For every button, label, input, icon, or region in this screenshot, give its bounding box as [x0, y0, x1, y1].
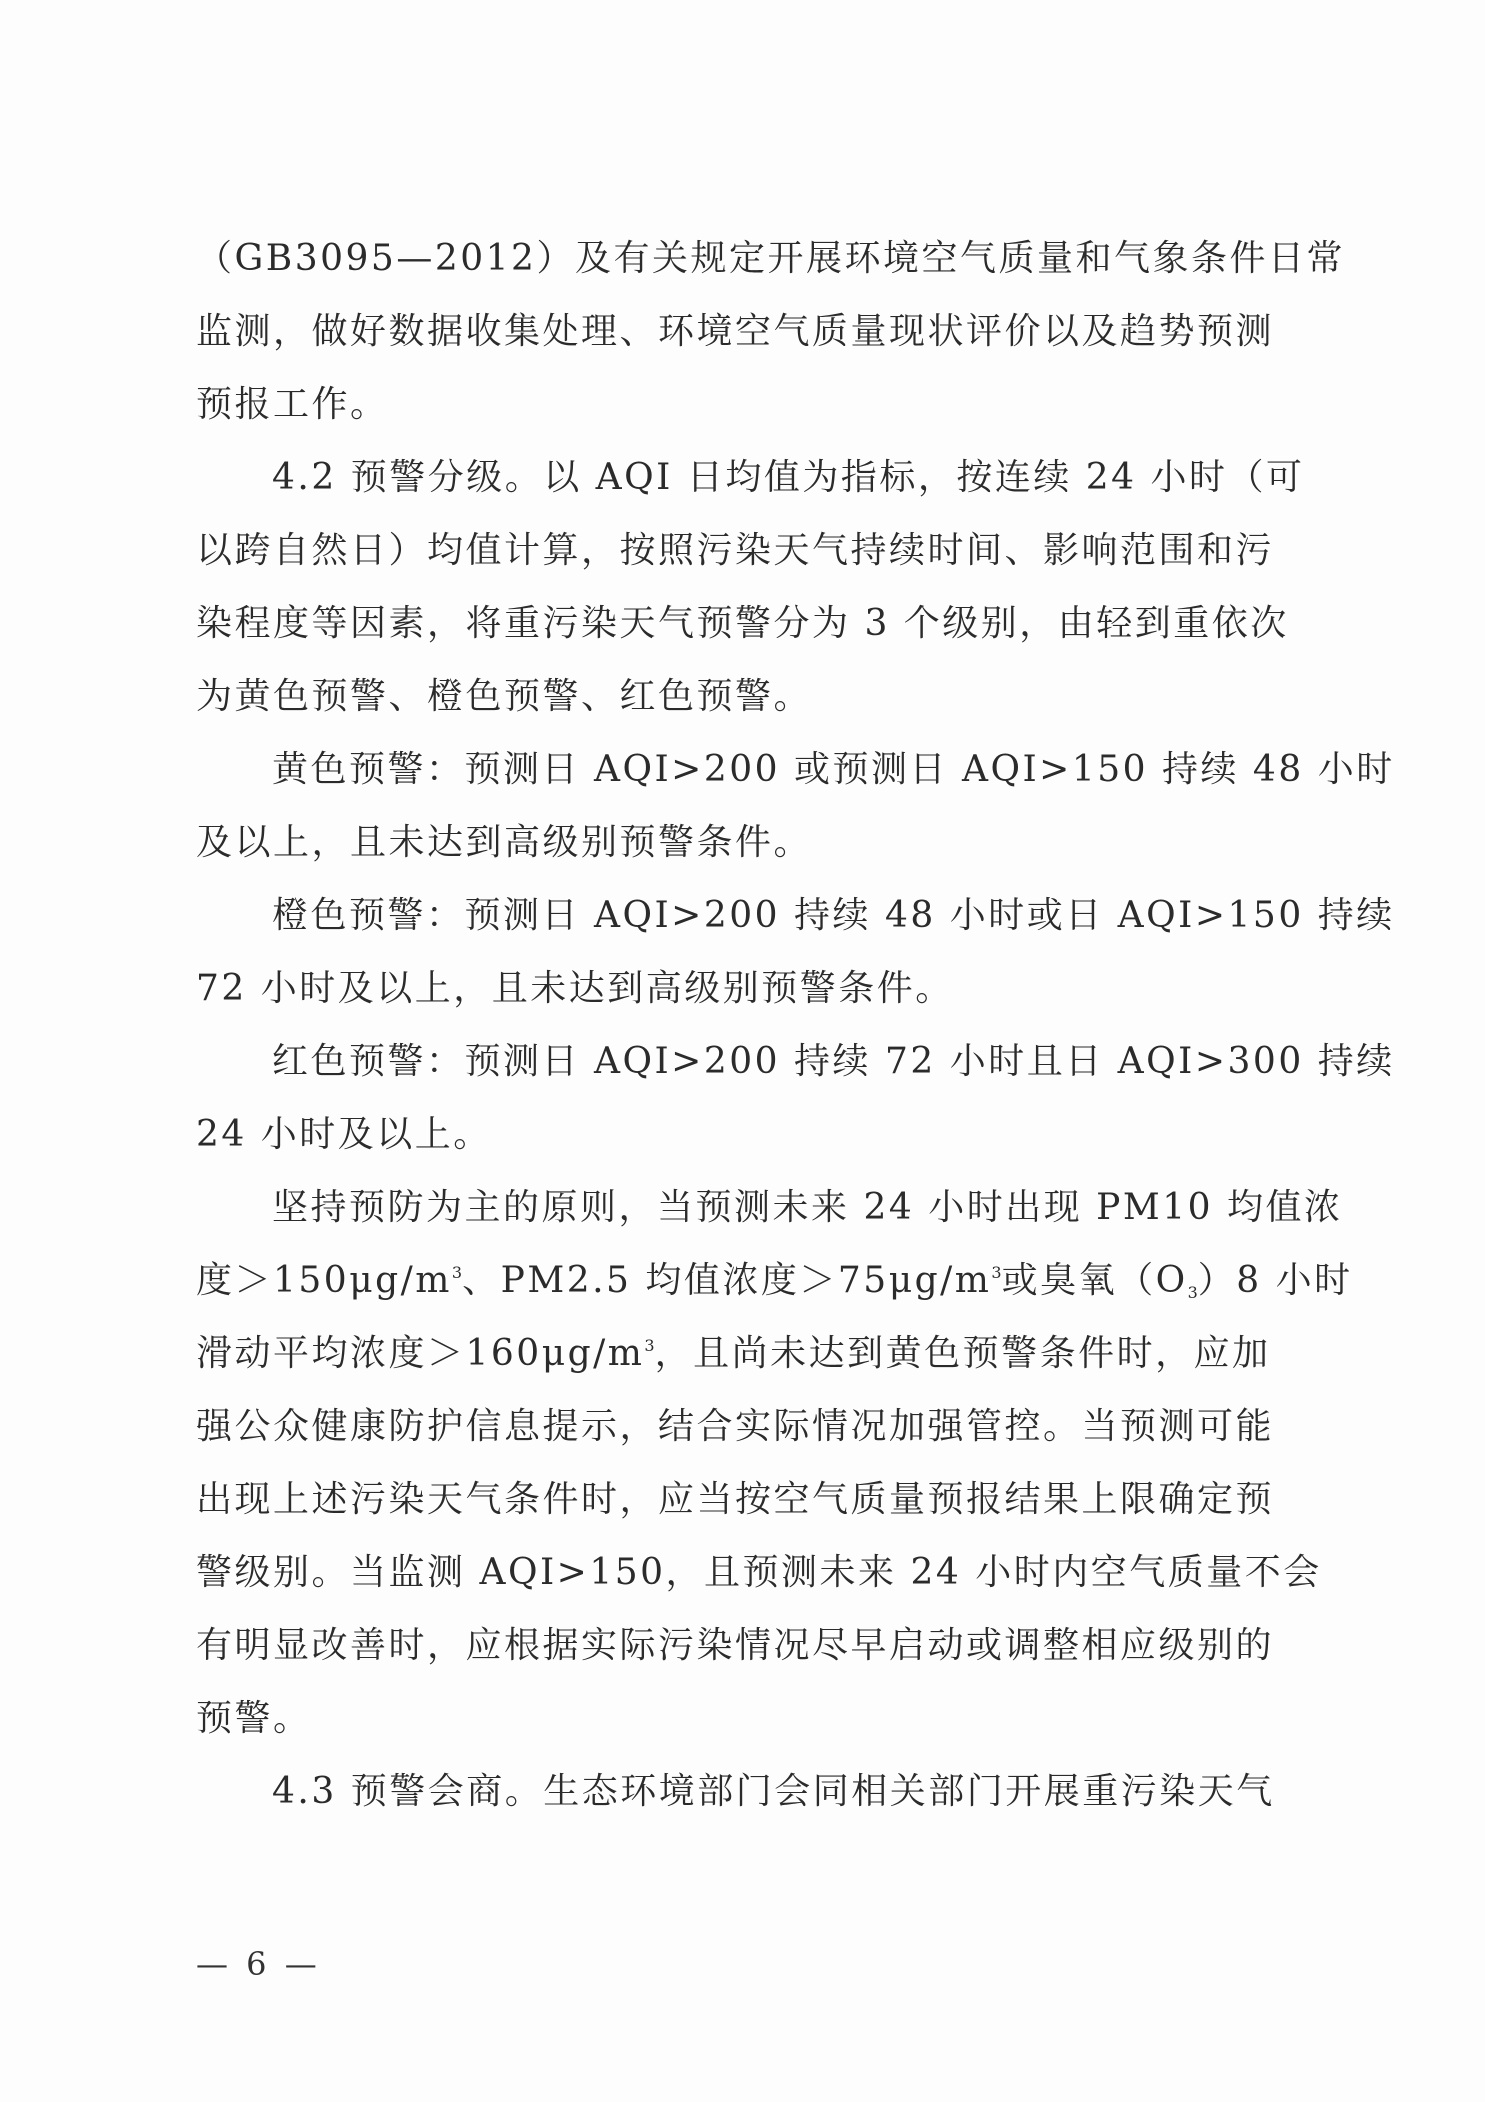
text-line: 72 小时及以上，且未达到高级别预警条件。	[196, 968, 954, 1009]
paragraph-standard-monitoring	[196, 222, 1345, 441]
text-line: 24 小时及以上。	[196, 1114, 492, 1155]
text-segment: ，且尚未达到黄色预警条件时，应加	[654, 1333, 1271, 1374]
text-line: 坚持预防为主的原则，当预测未来 24 小时出现 PM10 均值浓	[272, 1187, 1343, 1228]
text-line: 预报工作。	[196, 384, 389, 425]
paragraph-prevention-principle	[196, 1171, 1353, 1755]
text-line: 监测，做好数据收集处理、环境空气质量现状评价以及趋势预测	[196, 311, 1275, 352]
text-line: 4.3 预警会商。生态环境部门会同相关部门开展重污染天气	[272, 1771, 1275, 1812]
superscript: 3	[991, 1263, 1002, 1282]
text-line: 有明显改善时，应根据实际污染情况尽早启动或调整相应级别的	[196, 1625, 1275, 1666]
text-line: 为黄色预警、橙色预警、红色预警。	[196, 676, 813, 717]
paragraph-orange-warning	[196, 879, 1395, 1025]
text-segment: 滑动平均浓度＞160μg/m	[196, 1333, 645, 1374]
text-segment: 、PM2.5 均值浓度＞75μg/m	[462, 1260, 992, 1301]
superscript: 3	[451, 1263, 463, 1282]
superscript: 3	[644, 1336, 655, 1355]
text-line: 及以上，且未达到高级别预警条件。	[196, 822, 813, 863]
text-segment: 或臭氧（O	[1001, 1260, 1188, 1301]
text-line: 出现上述污染天气条件时，应当按空气质量预报结果上限确定预	[196, 1479, 1275, 1520]
text-line	[196, 1244, 1353, 1317]
text-line: 警级别。当监测 AQI>150，且预测未来 24 小时内空气质量不会	[196, 1552, 1322, 1593]
text-line: （GB3095—2012）及有关规定开展环境空气质量和气象条件日常	[196, 238, 1345, 279]
subscript: 3	[1187, 1283, 1198, 1302]
text-line: 染程度等因素，将重污染天气预警分为 3 个级别，由轻到重依次	[196, 603, 1289, 644]
text-line: 红色预警：预测日 AQI>200 持续 72 小时且日 AQI>300 持续	[272, 1041, 1395, 1082]
body-text	[196, 222, 1395, 1828]
paragraph-red-warning	[196, 1025, 1395, 1171]
text-line: 黄色预警：预测日 AQI>200 或预测日 AQI>150 持续 48 小时	[272, 749, 1395, 790]
paragraph-warning-levels	[196, 441, 1305, 733]
text-segment: ）8 小时	[1197, 1260, 1353, 1301]
text-line	[196, 1317, 1290, 1390]
text-line: 以跨自然日）均值计算，按照污染天气持续时间、影响范围和污	[196, 530, 1275, 571]
text-line: 橙色预警：预测日 AQI>200 持续 48 小时或日 AQI>150 持续	[272, 895, 1395, 936]
paragraph-yellow-warning	[196, 733, 1395, 879]
text-line: 4.2 预警分级。以 AQI 日均值为指标，按连续 24 小时（可	[272, 457, 1305, 498]
text-line: 强公众健康防护信息提示，结合实际情况加强管控。当预测可能	[196, 1406, 1275, 1447]
text-line: 预警。	[196, 1698, 312, 1739]
page-number: — 6 —	[196, 1945, 321, 1983]
text-segment: 度＞150μg/m	[196, 1260, 452, 1301]
paragraph-warning-consultation	[196, 1755, 1290, 1828]
